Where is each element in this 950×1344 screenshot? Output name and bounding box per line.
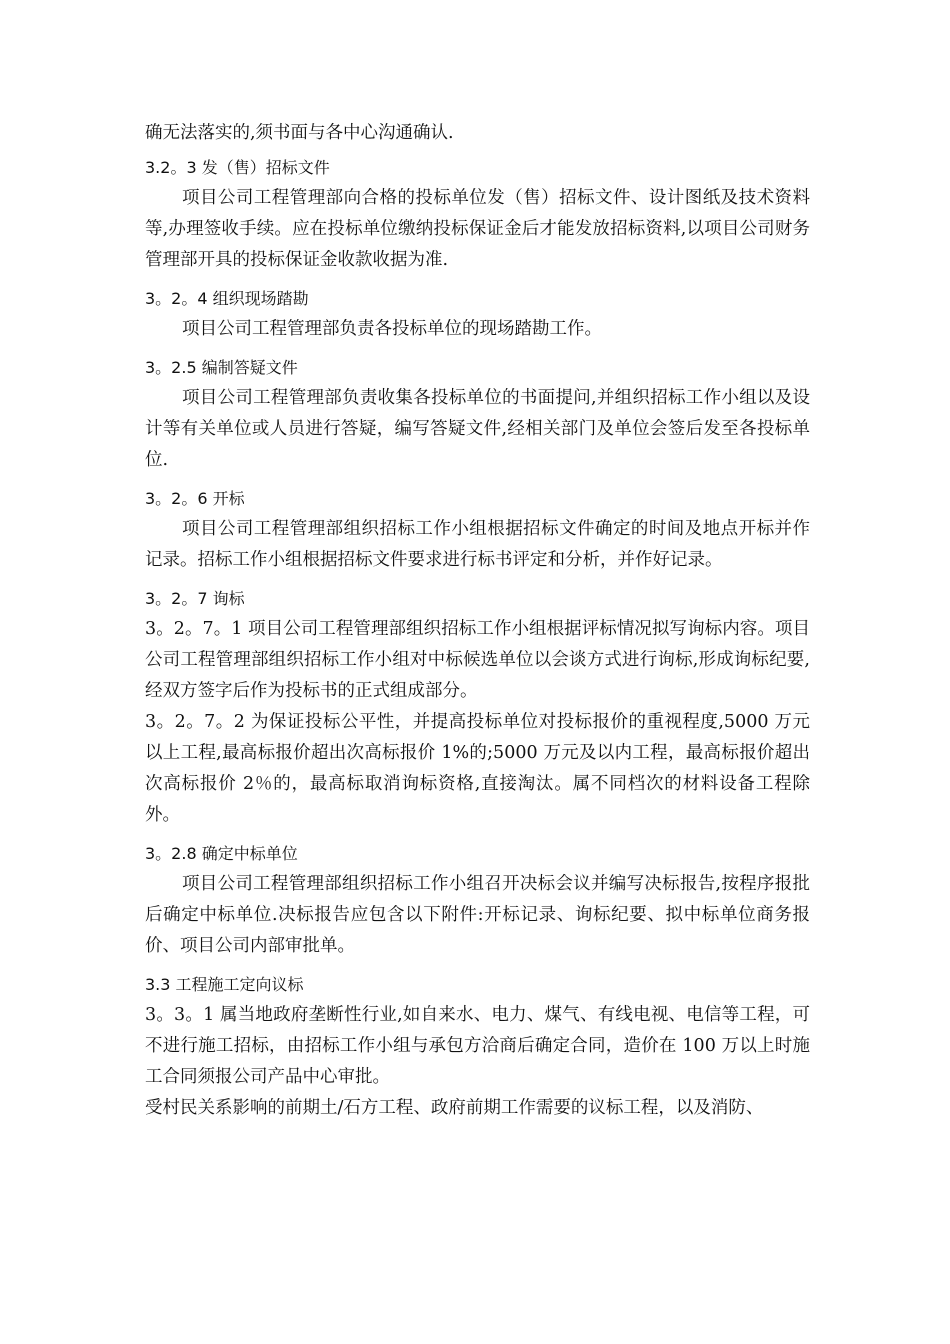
heading-3-2-3: 3.2。3 发（售）招标文件 bbox=[145, 158, 330, 177]
paragraph-3-3-1: 3。3。1 属当地政府垄断性行业,如自来水、电力、煤气、有线电视、电信等工程，可不进行施工招标，由招标工作小组与承包方洽商后确定合同，造价在 100 万以上时施工合同须报公司产品中心审批。 bbox=[145, 1005, 810, 1087]
paragraph-continuation: 确无法落实的,须书面与各中心沟通确认. bbox=[145, 123, 454, 143]
paragraph-3-2-5: 项目公司工程管理部负责收集各投标单位的书面提问,并组织招标工作小组以及设计等有关单位或人员进行答疑，编写答疑文件,经相关部门及单位会签后发至各投标单位. bbox=[145, 388, 810, 470]
paragraph-3-2-3: 项目公司工程管理部向合格的投标单位发（售）招标文件、设计图纸及技术资料等,办理签收手续。应在投标单位缴纳投标保证金后才能发放招标资料,以项目公司财务管理部开具的投标保证金收款收据为准. bbox=[145, 188, 810, 270]
heading-3-2-6: 3。2。6 开标 bbox=[145, 489, 245, 508]
paragraph-3-2-6: 项目公司工程管理部组织招标工作小组根据招标文件确定的时间及地点开标并作记录。招标工作小组根据招标文件要求进行标书评定和分析，并作好记录。 bbox=[145, 519, 810, 570]
heading-3-2-5: 3。2.5 编制答疑文件 bbox=[145, 358, 298, 377]
heading-3-2-8: 3。2.8 确定中标单位 bbox=[145, 844, 298, 863]
paragraph-3-2-4: 项目公司工程管理部负责各投标单位的现场踏勘工作。 bbox=[182, 319, 602, 339]
heading-3-2-7: 3。2。7 询标 bbox=[145, 589, 245, 608]
paragraph-3-3-2: 受村民关系影响的前期土/石方工程、政府前期工作需要的议标工程，以及消防、 bbox=[145, 1098, 764, 1118]
paragraph-3-2-7-2: 3。2。7。2 为保证投标公平性，并提高投标单位对投标报价的重视程度,5000 万元以上工程,最高标报价超出次高标报价 1%的;5000 万元及以内工程，最高标报价超出次高标报价 2％的，最高标取消询标资格,直接淘汰。属不同档次的材料设备工程除外。 bbox=[145, 712, 810, 825]
paragraph-3-2-8: 项目公司工程管理部组织招标工作小组召开决标会议并编写决标报告,按程序报批后确定中标单位.决标报告应包含以下附件:开标记录、询标纪要、拟中标单位商务报价、项目公司内部审批单。 bbox=[145, 874, 810, 956]
paragraph-3-2-7-1: 3。2。7。1 项目公司工程管理部组织招标工作小组根据评标情况拟写询标内容。项目公司工程管理部组织招标工作小组对中标候选单位以会谈方式进行询标,形成询标纪要,经双方签字后作为投标书的正式组成部分。 bbox=[145, 619, 810, 701]
heading-3-3: 3.3 工程施工定向议标 bbox=[145, 975, 304, 994]
document-body bbox=[145, 118, 810, 1124]
heading-3-2-4: 3。2。4 组织现场踏勘 bbox=[145, 289, 309, 308]
